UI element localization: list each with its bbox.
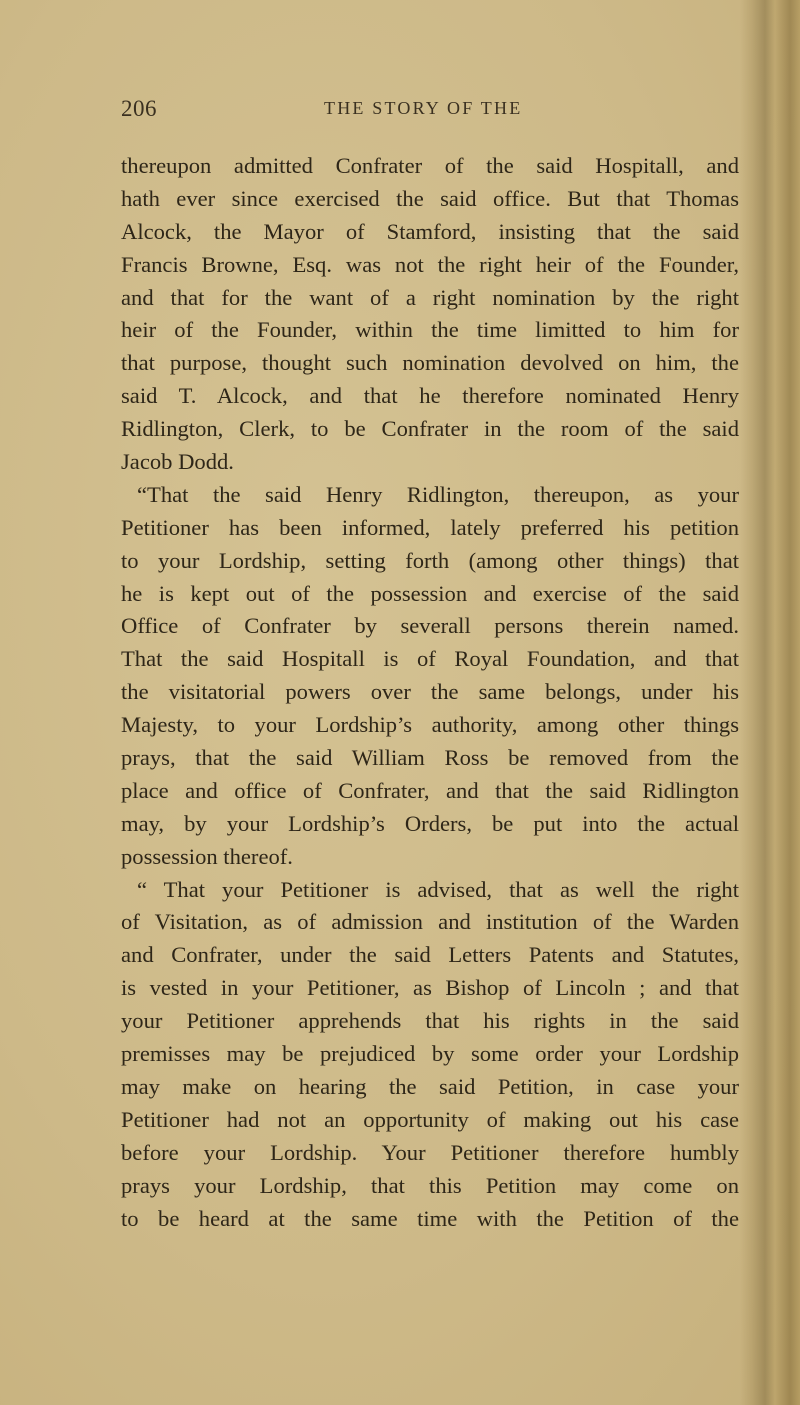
text-line: said T. Alcock, and that he therefore nominated Henry <box>121 383 739 409</box>
text-line: “ That your Petitioner is advised, that as well the right <box>137 876 739 902</box>
text-line: Petitioner has been informed, lately preferred his petition <box>121 514 739 540</box>
text-line: Alcock, the Mayor of Stamford, insisting that the said <box>121 218 739 244</box>
text-line: Ridlington, Clerk, to be Confrater in the room of the said <box>121 416 739 442</box>
running-head <box>121 96 721 126</box>
text-line: before your Lordship. Your Petitioner therefore humbly <box>121 1139 739 1165</box>
text-line: and Confrater, under the said Letters Patents and Statutes, <box>121 942 739 968</box>
running-title: THE STORY OF THE <box>324 98 523 118</box>
text-line: prays your Lordship, that this Petition may come on <box>121 1172 739 1198</box>
text-line: Majesty, to your Lordship’s authority, among other things <box>121 712 739 738</box>
text-line: premisses may be prejudiced by some order your Lordship <box>121 1041 739 1067</box>
text-line: thereupon admitted Confrater of the said Hospitall, and <box>121 153 739 178</box>
body-text <box>121 150 739 1235</box>
text-line: of Visitation, as of admission and institution of the Warden <box>121 909 739 935</box>
text-line: That the said Hospitall is of Royal Foundation, and that <box>121 646 739 672</box>
text-line: the visitatorial powers over the same belongs, under his <box>121 679 739 705</box>
text-line: Jacob Dodd. <box>121 449 234 475</box>
text-line: place and office of Confrater, and that the said Ridlington <box>121 777 739 803</box>
text-line: “That the said Henry Ridlington, thereupon, as your <box>137 481 739 507</box>
text-line: hath ever since exercised the said office. But that Thomas <box>121 185 739 211</box>
text-line: to your Lordship, setting forth (among other things) that <box>121 547 739 573</box>
text-line: may, by your Lordship’s Orders, be put into the actual <box>121 810 739 836</box>
text-line: to be heard at the same time with the Petition of the <box>121 1205 739 1231</box>
text-line: may make on hearing the said Petition, in case your <box>121 1073 739 1099</box>
page-number: 206 <box>121 96 157 121</box>
text-line: that purpose, thought such nomination devolved on him, the <box>121 350 739 376</box>
text-line: your Petitioner apprehends that his rights in the said <box>121 1008 739 1034</box>
text-line: heir of the Founder, within the time limitted to him for <box>121 317 739 343</box>
text-line: he is kept out of the possession and exercise of the said <box>121 580 739 606</box>
text-line: Office of Confrater by severall persons therein named. <box>121 613 739 639</box>
text-line: prays, that the said William Ross be removed from the <box>121 745 739 771</box>
text-line: and that for the want of a right nomination by the right <box>121 284 739 310</box>
text-line: Petitioner had not an opportunity of making out his case <box>121 1106 739 1132</box>
text-line: Francis Browne, Esq. was not the right heir of the Founder, <box>121 251 739 277</box>
text-line: is vested in your Petitioner, as Bishop of Lincoln ; and that <box>121 975 739 1001</box>
text-line: possession thereof. <box>121 843 293 869</box>
